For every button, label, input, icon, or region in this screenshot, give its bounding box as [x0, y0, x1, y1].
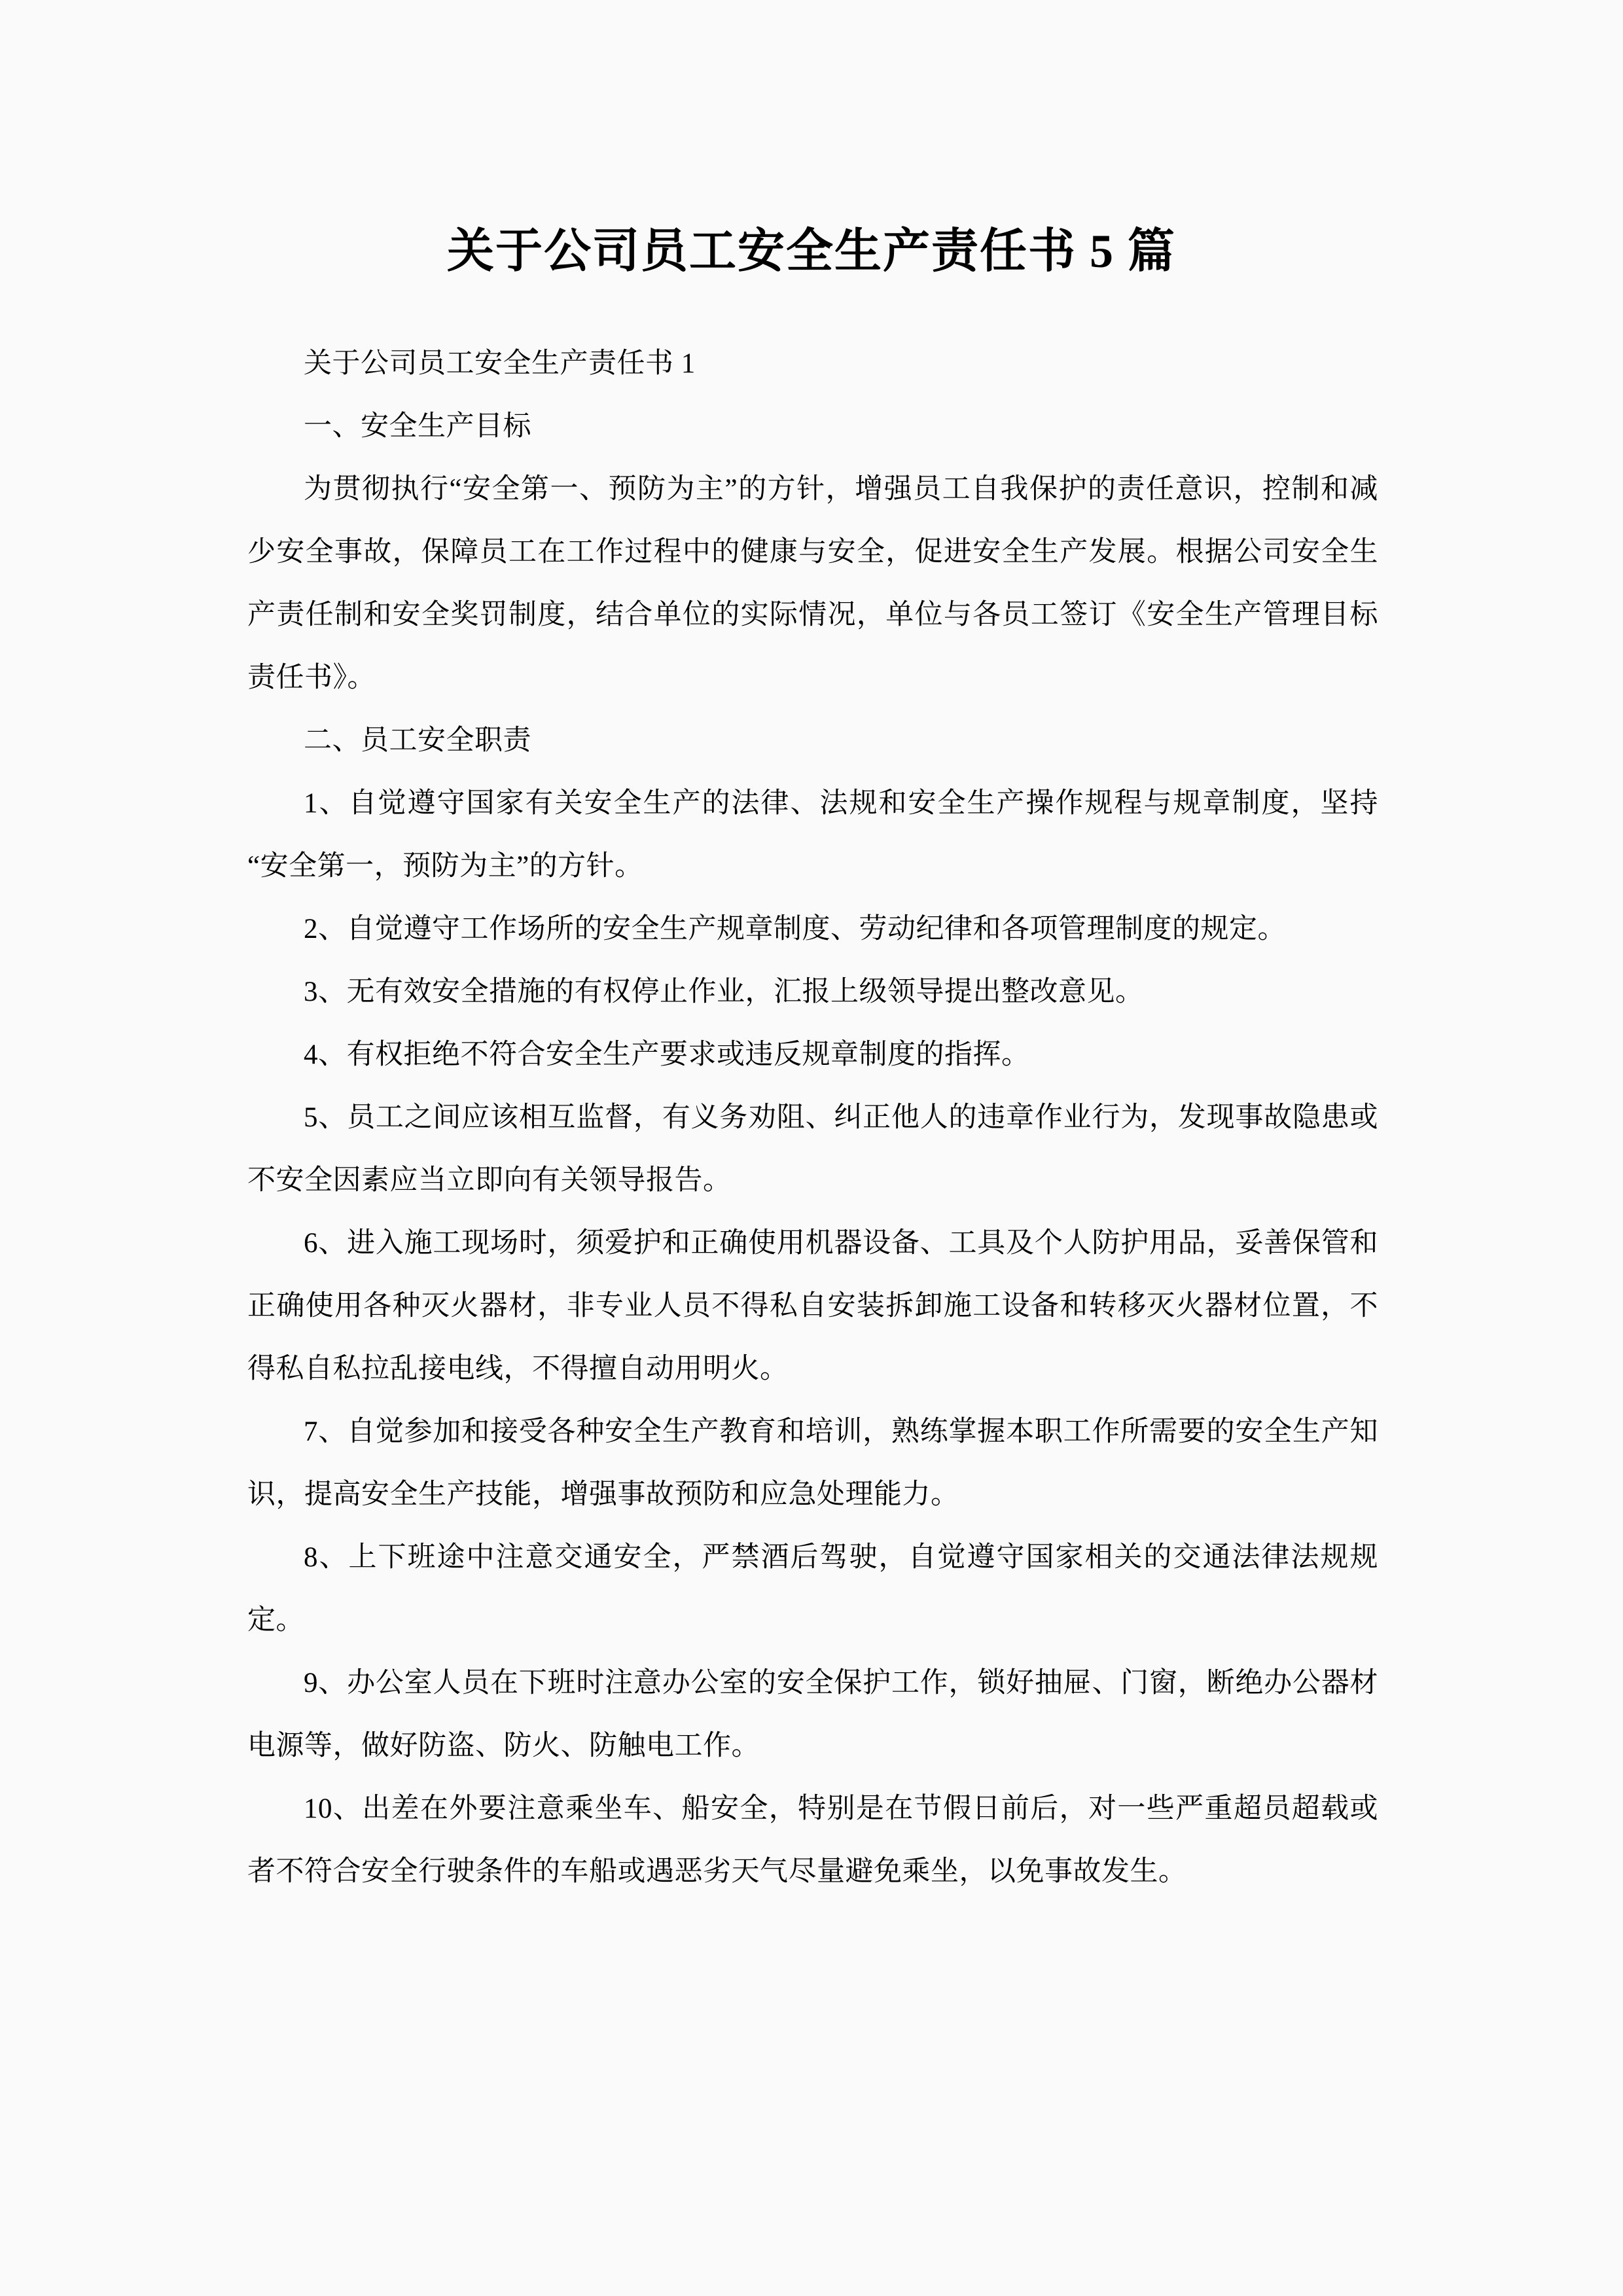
section-safety-goal-body: 为贯彻执行“安全第一、预防为主”的方针，增强员工自我保护的责任意识，控制和减少安全事故，保障员工在工作过程中的健康与安全，促进安全生产发展。根据公司安全生产责任制和安全奖罚制度，结合单位的实际情况，单位与各员工签订《安全生产管理目标责任书》。: [247, 474, 1378, 693]
doc-subtitle: 关于公司员工安全生产责任书 1: [304, 348, 696, 379]
duty-item-8: 8、上下班途中注意交通安全，严禁酒后驾驶，自觉遵守国家相关的交通法律法规规定。: [247, 1542, 1378, 1636]
duty-item-4: 4、有权拒绝不符合安全生产要求或违反规章制度的指挥。: [304, 1039, 1030, 1070]
duty-item-5: 5、员工之间应该相互监督，有义务劝阻、纠正他人的违章作业行为，发现事故隐患或不安全因素应当立即向有关领导报告。: [247, 1102, 1378, 1196]
duty-item-9: 9、办公室人员在下班时注意办公室的安全保护工作，锁好抽屉、门窗，断绝办公器材电源等，做好防盗、防火、防触电工作。: [247, 1668, 1378, 1761]
document-body: [247, 332, 1378, 1903]
duty-item-3: 3、无有效安全措施的有权停止作业，汇报上级领导提出整改意见。: [304, 977, 1144, 1007]
duty-item-6: 6、进入施工现场时，须爱护和正确使用机器设备、工具及个人防护用品，妥善保管和正确使用各种灭火器材，非专业人员不得私自安装拆卸施工设备和转移灭火器材位置，不得私自私拉乱接电线，不得擅自动用明火。: [247, 1228, 1378, 1384]
duty-item-1: 1、自觉遵守国家有关安全生产的法律、法规和安全生产操作规程与规章制度，坚持“安全第一，预防为主”的方针。: [247, 788, 1378, 882]
page-title: 关于公司员工安全生产责任书 5 篇: [446, 225, 1176, 278]
duty-item-7: 7、自觉参加和接受各种安全生产教育和培训，熟练掌握本职工作所需要的安全生产知识，提高安全生产技能，增强事故预防和应急处理能力。: [247, 1416, 1378, 1510]
duty-item-2: 2、自觉遵守工作场所的安全生产规章制度、劳动纪律和各项管理制度的规定。: [304, 914, 1286, 944]
section-heading-safety-goal: 一、安全生产目标: [304, 411, 531, 442]
duty-item-10: 10、出差在外要注意乘坐车、船安全，特别是在节假日前后，对一些严重超员超载或者不符合安全行驶条件的车船或遇恶劣天气尽量避免乘坐，以免事故发生。: [247, 1793, 1378, 1887]
section-heading-employee-duties: 二、员工安全职责: [304, 725, 531, 756]
